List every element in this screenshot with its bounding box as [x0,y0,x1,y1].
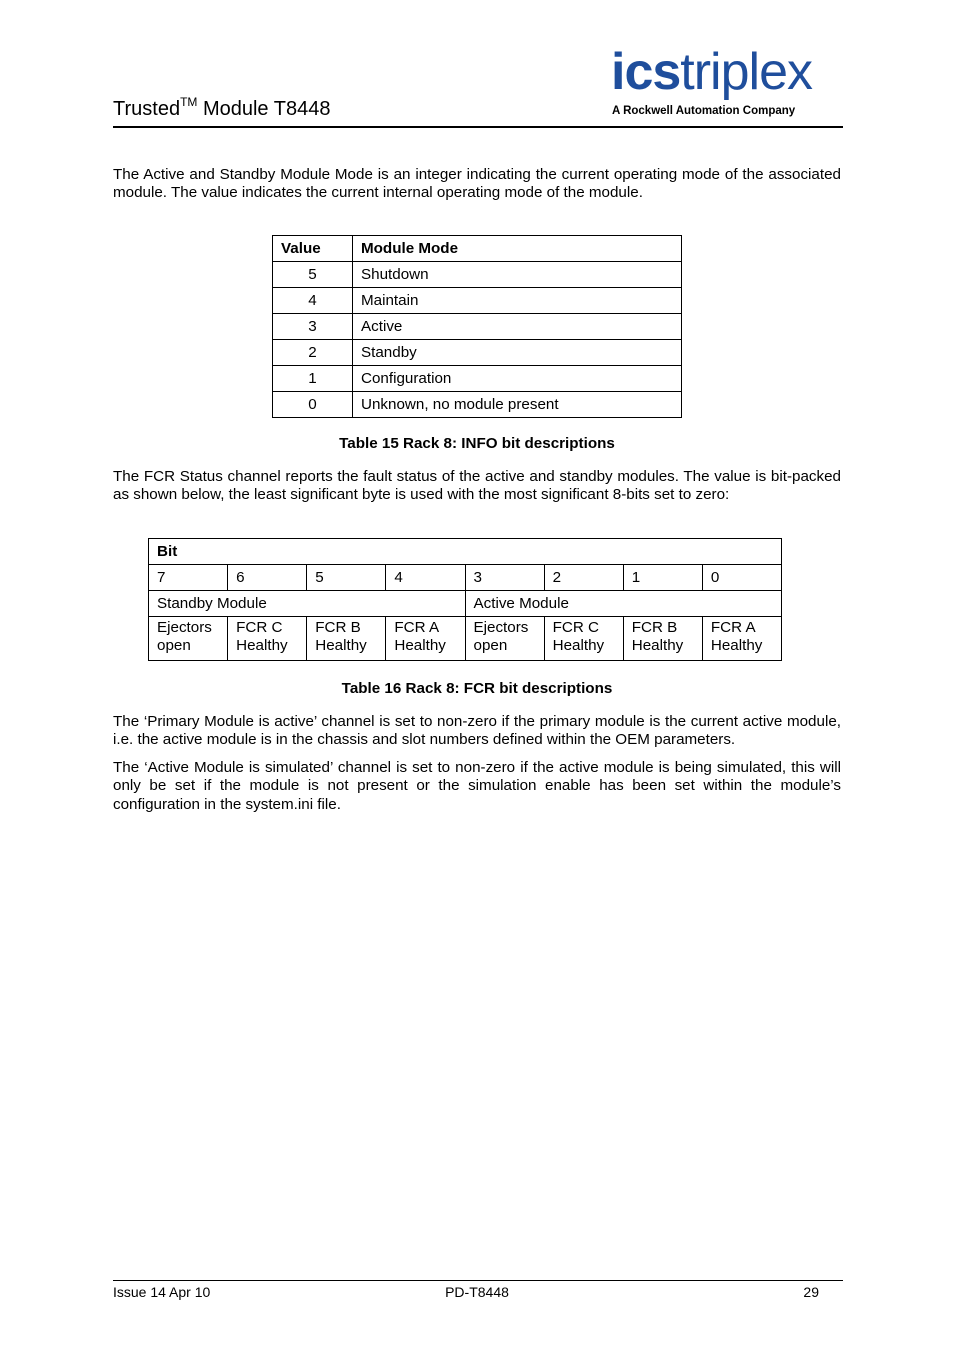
page-header-title [113,97,330,121]
trademark-mark: TM [180,95,198,109]
bit-description-cell: FCR C Healthy [544,617,623,661]
cell-value: 5 [273,262,353,288]
footer-issue: Issue 14 Apr 10 [113,1284,211,1300]
header-divider [113,126,843,128]
bit-number-cell: 3 [465,565,544,591]
primary-module-paragraph: The ‘Primary Module is active’ channel is set to non-zero if the primary module is the current active module, i.e. the active module is in the chassis and slot numbers defined within the OEM parameters. [113,713,841,749]
company-logo [611,44,843,120]
bit-description-cell: Ejectors open [149,617,228,661]
logo-brand-light: triplex [680,43,813,101]
bit-description-cell: Ejectors open [465,617,544,661]
bit-number-cell: 5 [307,565,386,591]
cell-value: 4 [273,288,353,314]
table-row [273,340,682,366]
header-title-post: Module T8448 [197,98,331,120]
logo-wordmark [611,44,812,100]
footer-doc-id: PD-T8448 [445,1284,509,1300]
bit-header-cell: Bit [149,539,782,565]
bit-description-cell: FCR A Healthy [702,617,781,661]
bit-number-cell: 1 [623,565,702,591]
bit-number-cell: 7 [149,565,228,591]
table-row [273,366,682,392]
bit-description-cell: FCR C Healthy [228,617,307,661]
footer-divider [113,1280,843,1281]
column-header-value: Value [273,236,353,262]
cell-mode: Maintain [353,288,682,314]
logo-brand-bold: ics [611,43,681,101]
footer-page-number: 29 [803,1284,819,1300]
simulated-module-paragraph: The ‘Active Module is simulated’ channel is set to non-zero if the active module is being simulated, this will only be set if the module is not present or the simulation enable has been set within the module’s configuration in the system.ini file. [113,759,841,813]
bit-description-cell: FCR B Healthy [307,617,386,661]
cell-value: 3 [273,314,353,340]
bit-header-row [149,539,782,565]
bit-description-cell: FCR A Healthy [386,617,465,661]
table16-caption: Table 16 Rack 8: FCR bit descriptions [341,680,613,697]
bit-number-cell: 2 [544,565,623,591]
header-title-pre: Trusted [113,98,181,120]
table-row [273,314,682,340]
cell-mode: Unknown, no module present [353,392,682,418]
table-row [273,392,682,418]
fcr-bit-table [148,538,782,661]
bit-description-cell: FCR B Healthy [623,617,702,661]
bit-number-cell: 0 [702,565,781,591]
table-header-row [273,236,682,262]
table-row [273,288,682,314]
bit-number-row [149,565,782,591]
cell-value: 1 [273,366,353,392]
cell-mode: Active [353,314,682,340]
cell-mode: Standby [353,340,682,366]
cell-value: 2 [273,340,353,366]
intro-paragraph: The Active and Standby Module Mode is an integer indicating the current operating mode of the associated module. The value indicates the current internal operating mode of the module. [113,166,841,202]
bit-description-row [149,617,782,661]
cell-mode: Shutdown [353,262,682,288]
table-row [273,262,682,288]
bit-number-cell: 6 [228,565,307,591]
standby-module-group: Standby Module [149,591,466,617]
table15-caption: Table 15 Rack 8: INFO bit descriptions [339,435,615,452]
logo-subtitle: A Rockwell Automation Company [612,105,796,117]
module-mode-table [272,235,682,418]
module-group-row [149,591,782,617]
column-header-module-mode: Module Mode [353,236,682,262]
fcr-paragraph: The FCR Status channel reports the fault status of the active and standby modules. The value is bit-packed as shown below, the least significant byte is used with the most significant 8-bits set to zero: [113,468,841,504]
bit-number-cell: 4 [386,565,465,591]
active-module-group: Active Module [465,591,782,617]
cell-mode: Configuration [353,366,682,392]
cell-value: 0 [273,392,353,418]
